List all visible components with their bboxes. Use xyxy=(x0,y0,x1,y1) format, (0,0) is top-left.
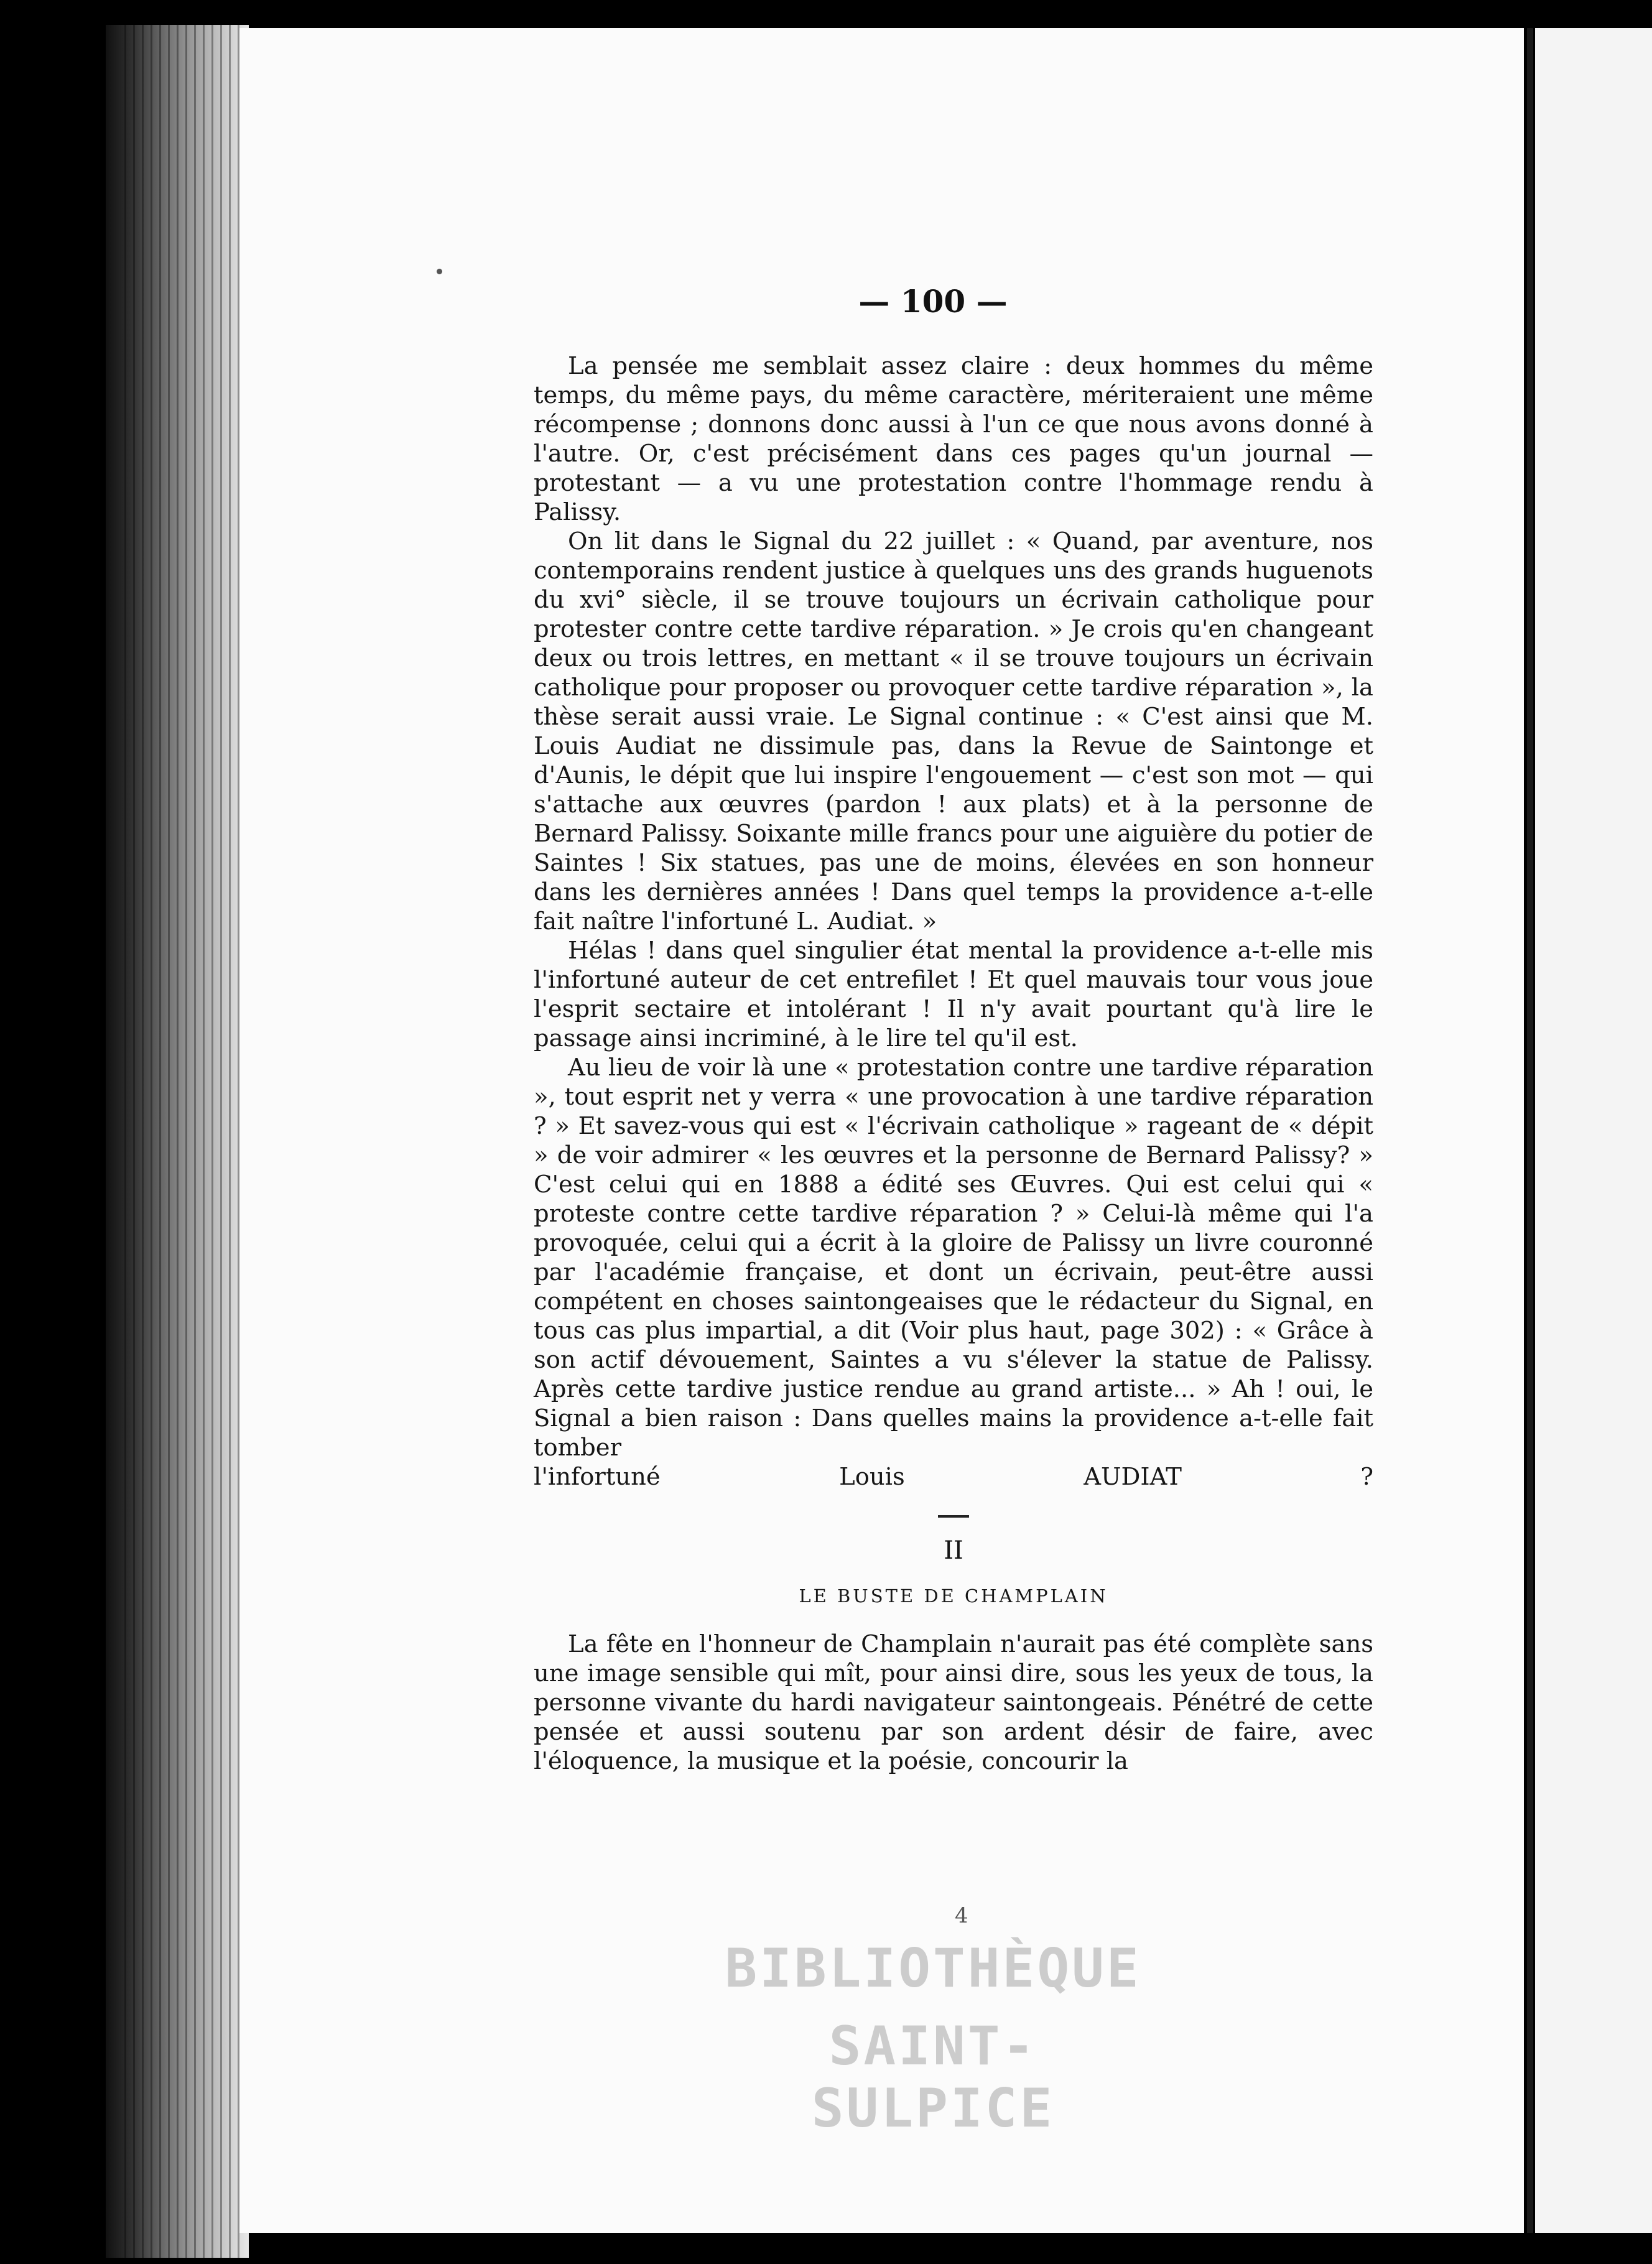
signature-lead: l'infortuné xyxy=(534,1463,661,1491)
signature-line xyxy=(534,1462,1373,1492)
footer-mark: 4 xyxy=(955,1903,968,1928)
scan-speck xyxy=(437,269,442,274)
paragraph: La pensée me semblait assez claire : deux hommes du même temps, du même pays, du même caractère, mériteraient une même récompense ; donnons donc aussi à l'un ce que nous avons donné à l'autre. Or, c'est précisément dans ces pages qu'un journal — protestant — a vu une protestation contre l'hommage rendu à Palissy. xyxy=(534,352,1373,526)
signature-author: Louis AUDIAT ? xyxy=(839,1463,1373,1491)
section-title: LE BUSTE DE CHAMPLAIN xyxy=(799,1585,1108,1607)
library-stamp-line-2: SAINT-SULPICE xyxy=(811,2015,1055,2140)
section-divider xyxy=(938,1515,969,1518)
paragraph: Au lieu de voir là une « protestation contre une tardive réparation », tout esprit net y verra « une provocation à une tardive réparation ? » Et savez-vous qui est « l'écrivain catholique » rageant de « dépit » de voir admirer « les œuvres et la personne de Bernard Palissy? » C'est celui qui en 1888 a édité ses Œuvres. Qui est celui qui « proteste contre cette tardive réparation ? » Celui-là même qui l'a provoquée, celui qui a écrit à la gloire de Palissy un livre couronné par l'académie française, et dont un écrivain, peut-être aussi compétent en choses saintongeaises que le rédacteur du Signal, en tous cas plus impartial, a dit (Voir plus haut, page 302) : « Grâce à son actif dévouement, Saintes a vu s'élever la statue de Palissy. Après cette tardive justice rendue au grand artiste... » Ah ! oui, le Signal a bien raison : Dans quelles mains la providence a-t-elle fait tomber xyxy=(534,1054,1373,1462)
page-number: — 100 — xyxy=(858,283,1008,320)
paragraph: Hélas ! dans quel singulier état mental la providence a-t-elle mis l'infortuné auteur de cet entrefilet ! Et quel mauvais tour vous joue l'esprit sectaire et intolérant ! Il n'y avait pourtant qu'à lire le passage ainsi incriminé, à le lire tel qu'il est. xyxy=(534,937,1373,1052)
book-spine-texture xyxy=(124,25,243,2258)
library-stamp-line-1: BIBLIOTHÈQUE xyxy=(725,1937,1141,2000)
page-gutter xyxy=(1527,28,1533,2233)
facing-page-edge xyxy=(1535,28,1652,2233)
paragraph: La fête en l'honneur de Champlain n'aurait pas été complète sans une image sensible qui mît, pour ainsi dire, sous les yeux de tous, la personne vivante du hardi navigateur saintongeais. Pénétré de cette pensée et aussi soutenu par son ardent désir de faire, avec l'éloquence, la musique et la poésie, concourir la xyxy=(534,1630,1373,1775)
section-number: II xyxy=(944,1536,963,1565)
paragraph: On lit dans le Signal du 22 juillet : « Quand, par aventure, nos contemporains rendent justice à quelques uns des grands huguenots du xvi° siècle, il se trouve toujours un écrivain catholique pour protester contre cette tardive réparation. » Je crois qu'en changeant deux ou trois lettres, en mettant « il se trouve toujours un écrivain catholique pour proposer ou provoquer cette tardive réparation », la thèse serait aussi vraie. Le Signal continue : « C'est ainsi que M. Louis Audiat ne dissimule pas, dans la Revue de Saintonge et d'Aunis, le dépit que lui inspire l'engouement — c'est son mot — qui s'attache aux œuvres (pardon ! aux plats) et à la personne de Bernard Palissy. Soixante mille francs pour une aiguière du potier de Saintes ! Six statues, pas une de moins, élevées en son honneur dans les dernières années ! Dans quel temps la providence a-t-elle fait naître l'infortuné L. Audiat. » xyxy=(534,527,1373,935)
page-body xyxy=(534,351,1373,1776)
